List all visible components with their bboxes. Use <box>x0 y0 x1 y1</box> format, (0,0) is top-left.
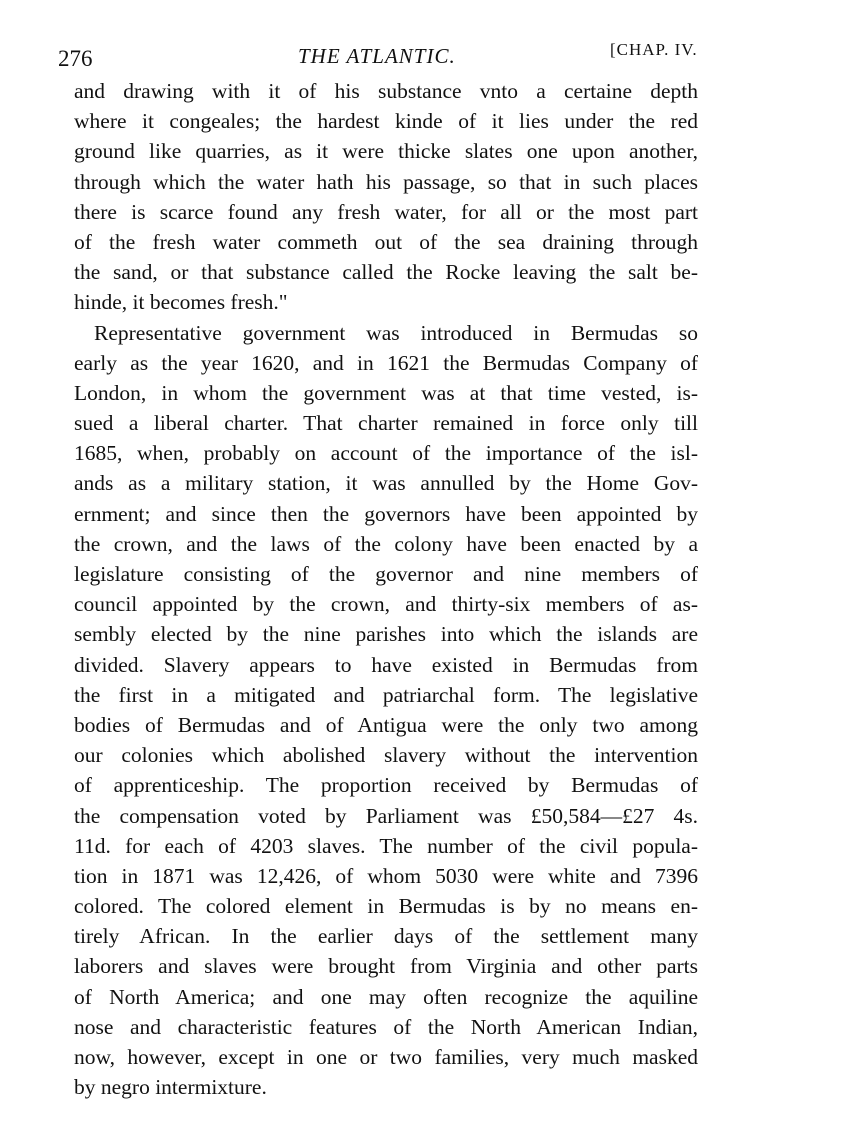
body-text <box>74 76 698 1102</box>
text-line: London, in whom the government was at that time vested, is- <box>74 380 698 405</box>
text-line: early as the year 1620, and in 1621 the Bermudas Company of <box>74 350 698 375</box>
text-line: now, however, except in one or two families, very much masked <box>74 1045 698 1069</box>
running-title: THE ATLANTIC. <box>298 44 456 68</box>
text-line: sembly elected by the nine parishes into which the islands are <box>74 622 698 647</box>
text-line: sued a liberal charter. That charter remained in force only till <box>74 411 698 436</box>
text-line: ground like quarries, as it were thicke slates one upon another, <box>74 139 698 164</box>
paragraph-quote-continuation <box>74 76 698 318</box>
text-line: the sand, or that substance called the Rocke leaving the salt be- <box>74 260 698 285</box>
text-line: there is scarce found any fresh water, for all or the most part <box>74 199 698 224</box>
text-line: of the fresh water commeth out of the sea draining through <box>74 229 698 254</box>
text-line: of North America; and one may often recognize the aquiline <box>74 984 698 1009</box>
text-line: bodies of Bermudas and of Antigua were the only two among <box>74 712 698 737</box>
text-line: the crown, and the laws of the colony have been enacted by a <box>74 531 698 556</box>
text-line: nose and characteristic features of the North American Indian, <box>74 1014 698 1039</box>
text-line: of apprenticeship. The proportion received by Bermudas of <box>74 773 698 798</box>
text-line: ands as a military station, it was annulled by the Home Gov- <box>74 471 698 496</box>
text-line: council appointed by the crown, and thirty-six members of as- <box>74 592 698 617</box>
text-line: 1685, when, probably on account of the importance of the isl- <box>74 441 698 466</box>
text-line: legislature consisting of the governor and nine members of <box>74 562 698 586</box>
text-line: the first in a mitigated and patriarchal form. The legislative <box>74 682 698 707</box>
chapter-reference: [CHAP. IV. <box>610 40 698 59</box>
text-line: and drawing with it of his substance vnto a certaine depth <box>74 79 698 103</box>
paragraph-representative-government <box>74 318 698 1103</box>
text-line: by negro intermixture. <box>74 1075 267 1100</box>
text-line: through which the water hath his passage, so that in such places <box>74 169 698 194</box>
text-line: Representative government was introduced in Bermudas so <box>94 320 698 345</box>
page-number: 276 <box>58 46 93 71</box>
text-line: tirely African. In the earlier days of the settlement many <box>74 924 698 949</box>
text-line: divided. Slavery appears to have existed in Bermudas from <box>74 652 698 677</box>
text-line: ernment; and since then the governors have been appointed by <box>74 501 698 526</box>
text-line: tion in 1871 was 12,426, of whom 5030 were white and 7396 <box>74 863 698 888</box>
text-line: hinde, it becomes fresh." <box>74 290 288 315</box>
page-header <box>58 40 698 74</box>
text-line: 11d. for each of 4203 slaves. The number of the civil popula- <box>74 833 698 858</box>
text-line: the compensation voted by Parliament was £50,584—£27 4s. <box>74 803 698 828</box>
text-line: colored. The colored element in Bermudas is by no means en- <box>74 894 698 919</box>
text-line: our colonies which abolished slavery without the intervention <box>74 743 698 768</box>
text-line: laborers and slaves were brought from Virginia and other parts <box>74 954 698 979</box>
text-line: where it congeales; the hardest kinde of it lies under the red <box>74 109 698 134</box>
